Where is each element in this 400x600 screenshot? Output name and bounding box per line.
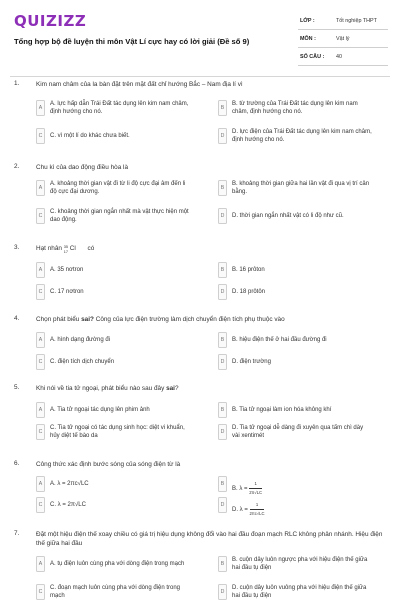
info-key: MÔN : (300, 36, 316, 42)
formula-prefix: D. λ = (232, 507, 250, 514)
option-b[interactable] (218, 402, 388, 418)
option-c[interactable] (36, 354, 206, 370)
option-text: B. khoảng thời gian giữa hai lần vật đi qua vị trí cân bằng. (232, 181, 370, 195)
option-a[interactable] (36, 402, 206, 418)
option-letter-box: C (36, 128, 45, 144)
option-letter-box: D (218, 497, 227, 513)
info-row-count (298, 50, 388, 66)
option-text: B. từ trường của Trái Đất tác dụng lên kim nam châm, định hướng cho nó. (232, 101, 358, 115)
option-text: D. Tia tử ngoại dễ dàng đi xuyên qua tấm chì dày vài xentimét (232, 425, 364, 439)
option-text: B. Tia tử ngoại làm ion hóa không khí (232, 407, 332, 413)
option-letter-box: D (218, 284, 227, 300)
option-text: C. khoảng thời gian ngắn nhất mà vật thực hiện một dao động. (50, 209, 189, 223)
nuclide-symbol: Cl (69, 245, 76, 252)
option-text: A. tụ điện luôn cùng pha với dòng điện trong mạch (50, 561, 185, 567)
option-d[interactable] (218, 208, 388, 224)
option-b[interactable] (218, 100, 388, 116)
question-number: 2. (14, 163, 20, 170)
option-text: B. cuộn dây luôn ngược pha với hiệu điện thế giữa hai đầu tụ điện (232, 557, 368, 571)
option-text: D. 18 prôtôn (232, 289, 266, 295)
option-letter-box: C (36, 208, 45, 224)
question-text-before: Chọn phát biểu (36, 316, 82, 323)
option-a[interactable] (36, 100, 206, 116)
option-letter-box: C (36, 284, 45, 300)
option-letter-box: B (218, 100, 227, 116)
question-text (36, 384, 386, 393)
option-text: A. lực hấp dẫn Trái Đất tác dụng lên kim nam châm, định hướng cho nó. (50, 101, 189, 115)
option-b[interactable] (218, 332, 388, 348)
option-letter-box: C (36, 497, 45, 513)
nuclide-mass-number: 35 (63, 245, 68, 249)
option-a[interactable] (36, 556, 206, 572)
question-text: Chu kì của dao động điều hòa là (36, 164, 129, 171)
option-text: D. cuộn dây luôn vuông pha với hiệu điện thế giữa hai đầu tụ điện (232, 585, 367, 599)
question-number: 3. (14, 244, 20, 251)
question-number: 1. (14, 80, 20, 87)
question-text-after: có (85, 245, 95, 252)
option-letter-box: D (218, 584, 227, 600)
option-text: C. đoạn mạch luôn cùng pha với dòng điện trong mạch (50, 585, 181, 599)
question-number: 7. (14, 530, 20, 537)
option-a[interactable] (36, 262, 206, 278)
question-number: 6. (14, 460, 20, 467)
option-b[interactable] (218, 262, 388, 278)
option-text: C. λ = 2π√LC (50, 502, 86, 508)
option-letter-box: C (36, 354, 45, 370)
option-d[interactable] (218, 584, 388, 600)
option-letter-box: B (218, 402, 227, 418)
option-letter-box: A (36, 100, 45, 116)
option-b[interactable] (218, 180, 388, 196)
question-text (36, 244, 386, 253)
option-text (232, 501, 264, 518)
option-d[interactable] (218, 354, 388, 370)
question-text-before: Hạt nhân (36, 245, 64, 252)
option-a[interactable] (36, 476, 206, 492)
option-text: A. hình dạng đường đi (50, 337, 110, 343)
option-c[interactable] (36, 497, 206, 513)
option-text (232, 480, 262, 497)
fraction-denominator: 2πc√LC (249, 511, 265, 516)
option-text: C. 17 nơtron (50, 289, 84, 295)
fraction-denominator: 2π√LC (249, 490, 263, 495)
question-text-emphasis: sai (166, 385, 175, 392)
option-letter-box: B (218, 332, 227, 348)
option-text: C. Tia tử ngoại có tác dụng sinh học: diệt vi khuẩn, hủy diệt tế bào da (50, 425, 185, 439)
option-text: D. thời gian ngắn nhất vật có li độ như cũ. (232, 213, 344, 219)
option-letter-box: D (218, 208, 227, 224)
question-number: 4. (14, 315, 20, 322)
formula-prefix: B. λ = (232, 486, 250, 493)
option-letter-box: A (36, 556, 45, 572)
question-text (36, 315, 386, 324)
option-c[interactable] (36, 424, 206, 440)
option-a[interactable] (36, 332, 206, 348)
fraction-numerator: 1 (250, 501, 265, 510)
option-letter-box: A (36, 332, 45, 348)
option-text: A. Tia tử ngoại tác dụng lên phim ảnh (50, 407, 150, 413)
option-text: A. 35 nơtron (50, 267, 84, 273)
option-letter-box: D (218, 424, 227, 440)
option-letter-box: B (218, 180, 227, 196)
option-letter-box: D (218, 354, 227, 370)
fraction-numerator: 1 (249, 480, 262, 489)
info-value: Vật lý (336, 36, 350, 42)
option-c[interactable] (36, 208, 206, 224)
question-text: Kim nam châm của la bàn đặt trên mặt đất chỉ hướng Bắc – Nam địa lí vì (36, 81, 243, 88)
quizizz-logo: QUIZIZZ (14, 12, 87, 30)
nuclide-atomic-number: 17 (63, 250, 68, 254)
option-text: D. điện trường (232, 359, 271, 365)
info-row-subject (298, 32, 388, 48)
question-text-after: ? (174, 385, 179, 392)
question-text-before: Khi nói về tia tử ngoại, phát biểu nào sau đây (36, 385, 167, 392)
option-letter-box: A (36, 180, 45, 196)
option-letter-box: A (36, 262, 45, 278)
option-c[interactable] (36, 284, 206, 300)
option-text: A. khoảng thời gian vật đi từ li độ cực đại âm đến li độ cực đại dương. (50, 181, 186, 195)
question-text: Công thức xác định bước sóng của sóng điện từ là (36, 461, 181, 468)
option-letter-box: A (36, 476, 45, 492)
option-text: A. λ = 2πc√LC (50, 481, 89, 487)
option-d[interactable] (218, 284, 388, 300)
header-divider (10, 76, 390, 77)
option-letter-box: C (36, 584, 45, 600)
option-letter-box: B (218, 262, 227, 278)
option-letter-box: C (36, 424, 45, 440)
info-row-grade (298, 14, 388, 30)
option-d[interactable] (218, 128, 388, 144)
info-value: Tốt nghiệp THPT (336, 18, 377, 24)
option-c[interactable] (36, 128, 206, 144)
option-d[interactable] (218, 424, 388, 440)
info-box (298, 14, 388, 68)
option-b[interactable] (218, 556, 388, 572)
option-a[interactable] (36, 180, 206, 196)
question-text-emphasis: sai? (81, 316, 94, 323)
option-letter-box: D (218, 128, 227, 144)
document-header (10, 8, 390, 74)
option-text: C. vì một lí do khác chưa biết. (50, 133, 130, 139)
question-number: 5. (14, 384, 20, 391)
option-text: B. hiệu điện thế ở hai đầu đường đi (232, 337, 327, 343)
option-letter-box: B (218, 476, 227, 492)
info-value: 40 (336, 54, 342, 60)
option-c[interactable] (36, 584, 206, 600)
option-letter-box: B (218, 556, 227, 572)
nuclide-notation (64, 244, 86, 253)
option-letter-box: A (36, 402, 45, 418)
info-key: LỚP : (300, 18, 315, 24)
question-text-after: Công của lực điện trường làm dịch chuyển điện tích phụ thuộc vào (93, 316, 285, 323)
question-text: Đặt một hiệu điện thế xoay chiều có giá trị hiệu dụng không đổi vào hai đầu đoạn mạch RLC không phân nhánh. Hiệu điện thế giữa hai đầu (36, 531, 383, 547)
info-key: SỐ CÂU : (300, 54, 325, 60)
fraction (250, 501, 265, 518)
document-title: Tổng hợp bộ đề luyện thi môn Vật Lí cực hay có lời giải (Đề số 9) (14, 37, 250, 46)
fraction (249, 480, 262, 497)
option-text: B. 16 prôton (232, 267, 265, 273)
option-text: D. lực điện của Trái Đất tác dụng lên kim nam châm, định hướng cho nó. (232, 129, 372, 143)
option-text: C. điện tích dịch chuyển (50, 359, 115, 365)
